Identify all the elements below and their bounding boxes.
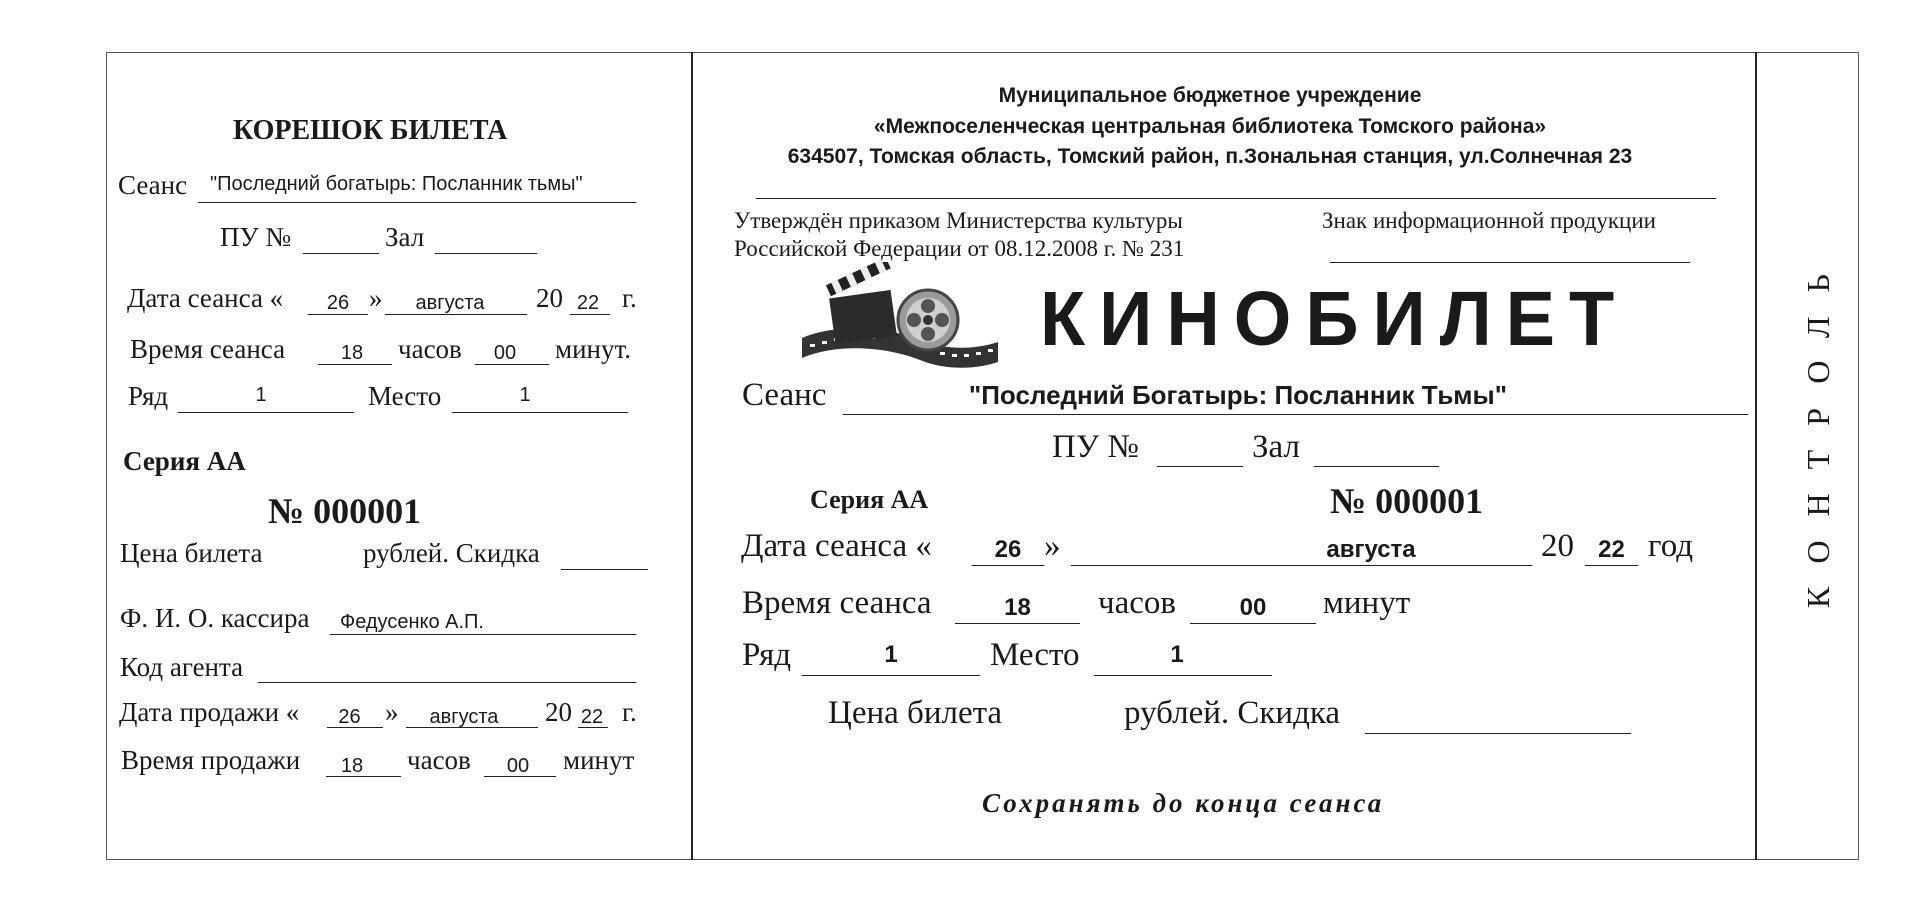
stub-sale-hours: 18 (340, 755, 364, 777)
stub-session-value: "Последний богатырь: Посланник тьмы" (210, 173, 583, 195)
stub-row-label: Ряд (128, 381, 169, 411)
stub-sale-minutes: 00 (506, 755, 530, 777)
stub-hall-line (435, 253, 537, 254)
stub-sale-year: 22 (580, 706, 604, 728)
main-time-hours-line (955, 623, 1080, 624)
stub-time-hours: 18 (340, 342, 364, 364)
stub-sale-year-prefix: 20 (545, 697, 572, 727)
main-date-year: 22 (1598, 536, 1625, 563)
stub-sale-hours-label: часов (407, 745, 471, 775)
stub-date-label: Дата сеанса « (127, 283, 284, 313)
stub-time-minutes: 00 (493, 342, 517, 364)
control-label: КОНТРОЛЬ (1800, 250, 1836, 609)
main-session-label: Сеанс (742, 377, 827, 413)
stub-sale-minutes-label: минут (563, 745, 635, 775)
approved-line1: Утверждён приказом Министерства культуры (734, 208, 1183, 233)
stub-session-line (198, 202, 636, 203)
stub-seat-value: 1 (519, 384, 531, 406)
stub-sale-suffix: г. (622, 697, 637, 727)
stub-agent-line (258, 682, 636, 683)
main-discount-line (1365, 733, 1631, 734)
stub-row-line (178, 412, 354, 413)
main-session-value: "Последний Богатырь: Посланник Тьмы" (968, 380, 1508, 410)
stub-sale-month: августа (429, 706, 499, 728)
main-hall-line (1314, 466, 1439, 467)
main-number: № 000001 (1330, 481, 1484, 521)
main-time-label: Время сеанса (742, 585, 932, 621)
film-clapper-icon (800, 262, 1000, 370)
main-date-close: » (1044, 528, 1061, 564)
stub-seat-line (452, 412, 628, 413)
main-pu-label: ПУ № (1052, 429, 1139, 465)
header-library: «Межпоселенческая центральная библиотека Томского района» (873, 115, 1547, 138)
keep-notice: Сохранять до конца сеанса (982, 788, 1385, 818)
main-seat-value: 1 (1170, 641, 1184, 668)
stub-date-close: » (369, 283, 383, 313)
main-hall-label: Зал (1252, 429, 1300, 465)
stub-date-month: августа (415, 292, 485, 314)
stub-sale-date-label: Дата продажи « (119, 697, 300, 727)
stub-seat-label: Место (368, 381, 442, 411)
stub-divider (691, 52, 693, 860)
main-date-suffix: год (1648, 528, 1694, 564)
main-hours-label: часов (1098, 585, 1176, 621)
info-sign-line (1330, 262, 1690, 263)
stub-cashier-value: Федусенко А.П. (340, 611, 484, 633)
main-price-label: Цена билета (828, 695, 1003, 731)
main-series: Серия АА (810, 485, 929, 514)
stub-date-year-prefix: 20 (536, 283, 563, 313)
main-minutes-label: минут (1323, 585, 1411, 621)
main-row-line (802, 675, 980, 676)
stub-hall-label: Зал (385, 222, 425, 252)
stub-price-rub: рублей. Скидка (363, 538, 540, 568)
main-date-year-prefix: 20 (1541, 528, 1574, 564)
header-institution: Муниципальное бюджетное учреждение (998, 84, 1422, 107)
main-session-line (843, 414, 1748, 415)
stub-minutes-label: минут. (555, 334, 632, 364)
main-seat-line (1094, 675, 1272, 676)
stub-cashier-label: Ф. И. О. кассира (120, 603, 310, 633)
stub-date-year: 22 (576, 292, 600, 314)
stub-agent-label: Код агента (120, 652, 244, 682)
main-date-day: 26 (994, 536, 1022, 563)
main-row-value: 1 (884, 641, 898, 668)
stub-pu-line (303, 253, 379, 254)
header-address: 634507, Томская область, Томский район, п.Зональная станция, ул.Солнечная 23 (787, 145, 1633, 168)
main-date-label: Дата сеанса « (741, 528, 932, 564)
header-separator (756, 198, 1716, 199)
main-time-hours: 18 (1004, 594, 1031, 621)
main-date-month-line (1071, 565, 1532, 566)
main-date-year-line (1585, 565, 1638, 566)
main-date-month: августа (1326, 536, 1416, 563)
stub-pu-label: ПУ № (220, 222, 292, 252)
ticket-title: КИНОБИЛЕТ (1040, 275, 1629, 362)
main-seat-label: Место (990, 637, 1080, 673)
main-time-minutes-line (1190, 623, 1316, 624)
main-price-rub: рублей. Скидка (1124, 695, 1341, 731)
stub-sale-time-label: Время продажи (121, 745, 301, 775)
stub-hours-label: часов (398, 334, 462, 364)
stub-series: Серия АА (123, 446, 246, 476)
approved-line2: Российской Федерации от 08.12.2008 г. № 231 (734, 236, 1185, 261)
stub-discount-line (561, 569, 648, 570)
stub-sale-day: 26 (338, 706, 361, 728)
stub-time-label: Время сеанса (130, 334, 286, 364)
main-row-label: Ряд (742, 637, 792, 673)
stub-number: № 000001 (268, 491, 422, 531)
stub-price-label: Цена билета (120, 538, 263, 568)
main-date-day-line (972, 565, 1044, 566)
stub-title: КОРЕШОК БИЛЕТА (233, 115, 508, 146)
info-sign-label: Знак информационной продукции (1322, 208, 1656, 233)
stub-session-label: Сеанс (118, 170, 188, 200)
stub-date-suffix: г. (622, 283, 637, 313)
stub-cashier-line (330, 634, 636, 635)
control-divider (1755, 52, 1757, 860)
stub-date-day: 26 (326, 292, 350, 314)
stub-row-value: 1 (255, 384, 267, 406)
main-time-minutes: 00 (1239, 594, 1267, 621)
main-pu-line (1157, 466, 1243, 467)
stub-sale-close: » (385, 697, 399, 727)
